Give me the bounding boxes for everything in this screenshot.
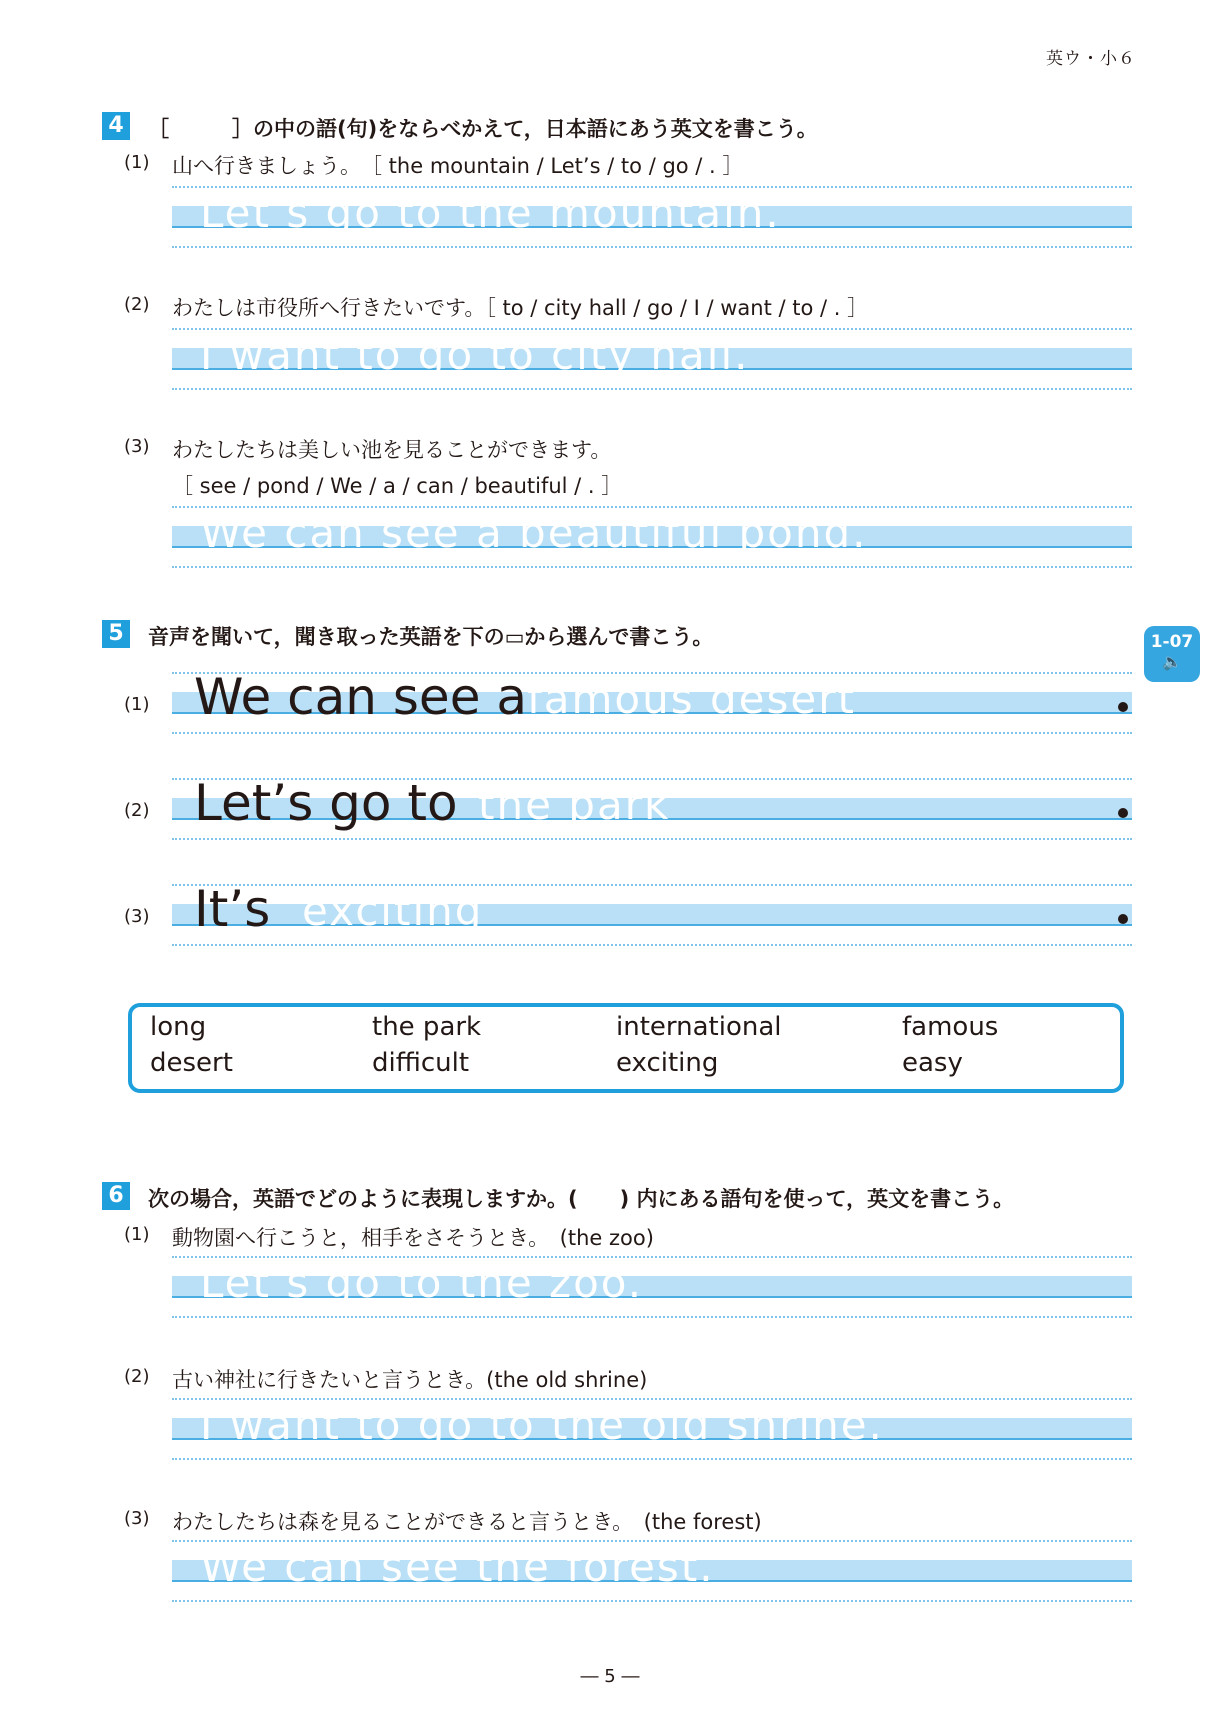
q4-2-prompt: わたしは市役所へ行きたいです。［ to / city hall / go / I / want / to / . ］ [172,296,869,320]
q6-2-prompt: 古い神社に行きたいと言うとき。(the old shrine) [172,1368,648,1392]
q5-1-answer-line[interactable] [172,668,1132,734]
section-4-title: ［ ］の中の語(句)をならべかえて，日本語にあう英文を書こう。 [148,117,818,141]
q5-3-answer-line[interactable] [172,880,1132,946]
q6-3-prompt: わたしたちは森を見ることができると言うとき。 (the forest) [172,1510,762,1534]
word-choice: the park [372,1012,482,1042]
word-choice: famous [902,1012,999,1042]
q6-1-answer: Let’s go to the zoo. [200,1258,644,1307]
section-6-number: 6 [102,1182,130,1210]
q6-3-number: (3) [124,1508,150,1529]
word-choice: international [616,1012,782,1042]
q4-1-answer-line[interactable] [172,186,1132,248]
q6-3-answer: We can see the forest. [200,1542,715,1591]
q4-3-answer-line[interactable] [172,506,1132,568]
q4-1-prompt: 山へ行きましょう。 ［ the mountain / Let’s / to / go / . ］ [172,154,744,178]
q5-2-prefix: Let’s go to [194,774,458,832]
section-5-title: 音声を聞いて，聞き取った英語を下の▭から選んで書こう。 [148,625,714,649]
q4-2-answer: I want to go to city hall. [200,330,750,379]
q6-3-answer-line[interactable] [172,1540,1132,1602]
audio-track-code: 1-07 [1150,632,1194,652]
q5-3-prefix: It’s [194,880,271,938]
audio-track-badge[interactable] [1144,626,1200,682]
q5-1-number: (1) [124,694,150,715]
q5-2-period [1118,808,1128,818]
word-choice: difficult [372,1048,470,1078]
section-5-number: 5 [102,620,130,648]
q5-2-number: (2) [124,800,150,821]
q6-2-answer: I want to go to the old shrine. [200,1400,884,1449]
q4-3-prompt: わたしたちは美しい池を見ることができます。 [172,438,612,462]
q5-1-prefix: We can see a [194,668,527,726]
q6-2-number: (2) [124,1366,150,1387]
section-6-title: 次の場合，英語でどのように表現しますか。( ) 内にある語句を使って，英文を書こう。 [148,1187,1015,1211]
q6-1-prompt: 動物園へ行こうと，相手をさそうとき。 (the zoo) [172,1226,654,1250]
q4-1-answer: Let’s go to the mountain. [200,188,781,237]
q4-3-word-list: ［ see / pond / We / a / can / beautiful / . ］ [172,474,623,498]
q4-1-number: (1) [124,152,150,173]
page-header: 英ウ・小６ [1046,49,1136,69]
speaker-icon: 🔈 [1162,652,1182,671]
q4-2-answer-line[interactable] [172,328,1132,390]
q5-2-answer: the park [478,780,671,829]
word-choice: exciting [616,1048,719,1078]
q5-2-answer-line[interactable] [172,774,1132,840]
section-4-number: 4 [102,112,130,140]
q5-1-period [1118,702,1128,712]
q4-3-answer: We can see a beautiful pond. [200,508,868,557]
q6-1-answer-line[interactable] [172,1256,1132,1318]
q5-3-number: (3) [124,906,150,927]
word-choice: long [150,1012,207,1042]
word-choice: desert [150,1048,233,1078]
q6-1-number: (1) [124,1224,150,1245]
q5-3-period [1118,914,1128,924]
q4-3-number: (3) [124,436,150,457]
q5-3-answer: exciting [302,886,484,935]
q6-2-answer-line[interactable] [172,1398,1132,1460]
page-number: ― 5 ― [580,1666,640,1687]
q5-1-answer: famous desert [527,674,856,723]
word-choice: easy [902,1048,963,1078]
q4-2-number: (2) [124,294,150,315]
